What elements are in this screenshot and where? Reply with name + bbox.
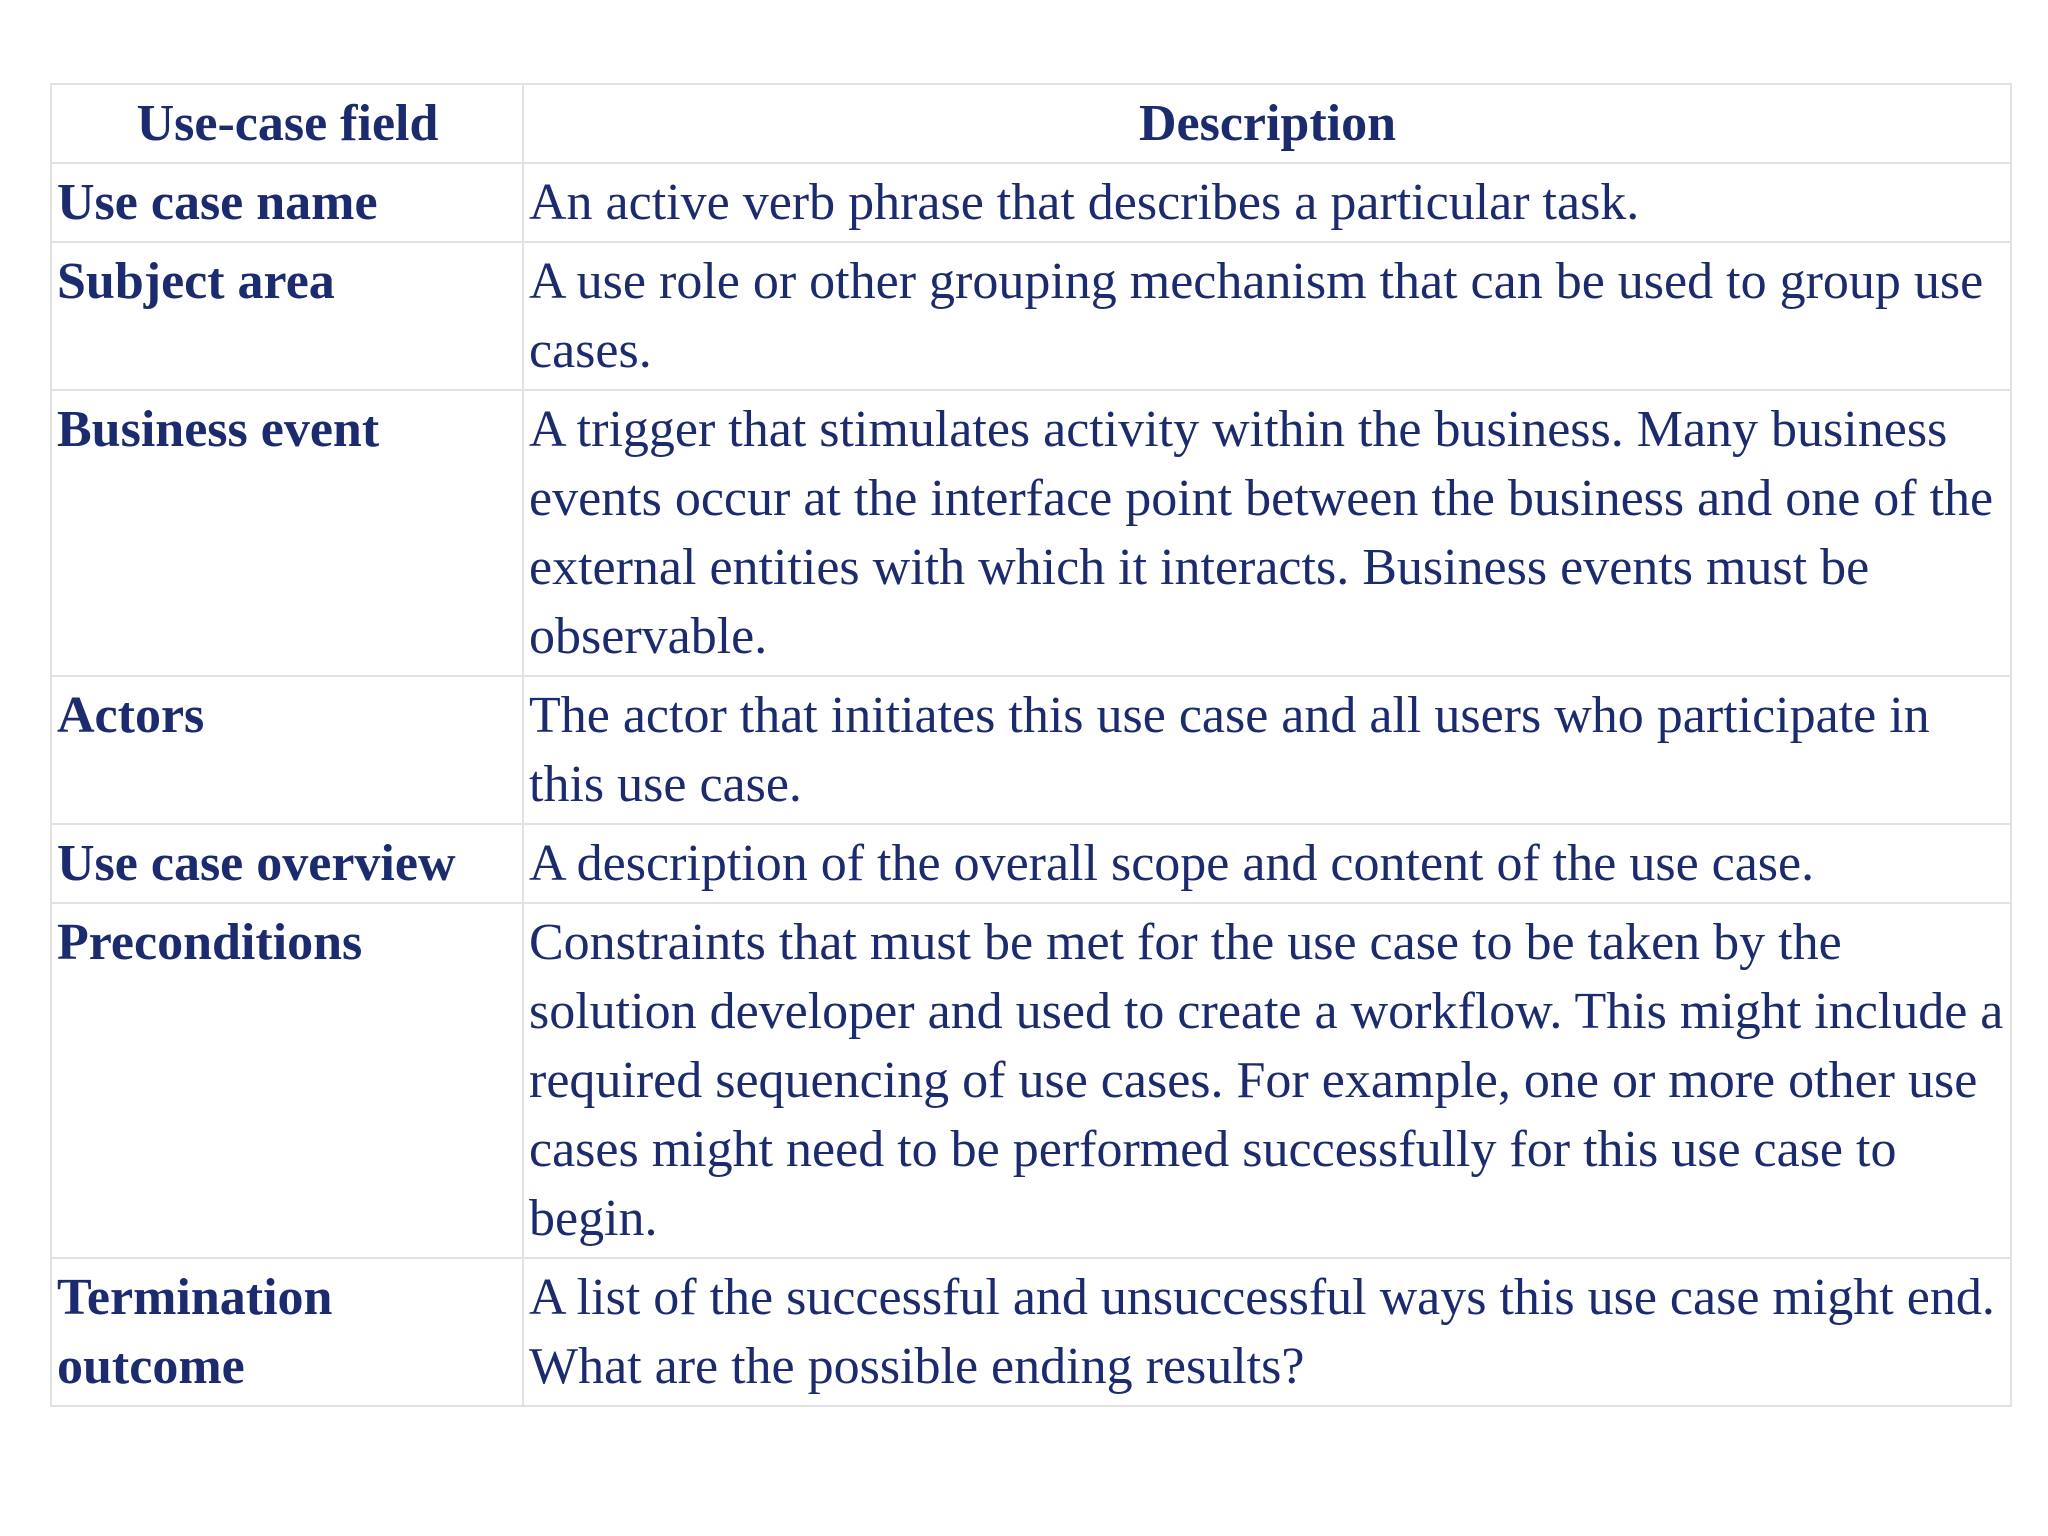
field-name-cell: Use case overview: [51, 824, 523, 903]
table-row: [51, 242, 2011, 390]
header-use-case-field: Use-case field: [51, 84, 523, 163]
description-cell: An active verb phrase that describes a particular task.: [523, 163, 2011, 242]
header-description: Description: [523, 84, 2011, 163]
description-cell: A use role or other grouping mechanism that can be used to group use cases.: [523, 242, 2011, 390]
use-case-fields-table: [50, 83, 2012, 1407]
description-cell: Constraints that must be met for the use case to be taken by the solution developer and used to create a workflow. This might include a required sequencing of use cases. For example, one or more other use cases might need to be performed successfully for this use case to begin.: [523, 903, 2011, 1258]
table-row: [51, 163, 2011, 242]
document-page: [50, 83, 2010, 1407]
field-name-cell: Subject area: [51, 242, 523, 390]
table-row: [51, 390, 2011, 676]
field-name-cell: Preconditions: [51, 903, 523, 1258]
description-cell: The actor that initiates this use case and all users who participate in this use case.: [523, 676, 2011, 824]
table-row: [51, 1258, 2011, 1406]
table-header-row: [51, 84, 2011, 163]
field-name-cell: Business event: [51, 390, 523, 676]
description-cell: A trigger that stimulates activity within the business. Many business events occur at the interface point between the business and one of the external entities with which it interacts. Business events must be observable.: [523, 390, 2011, 676]
description-cell: A description of the overall scope and content of the use case.: [523, 824, 2011, 903]
table-row: [51, 903, 2011, 1258]
field-name-cell: Actors: [51, 676, 523, 824]
table-row: [51, 676, 2011, 824]
field-name-cell: Termination outcome: [51, 1258, 523, 1406]
table-row: [51, 824, 2011, 903]
description-cell: A list of the successful and unsuccessful ways this use case might end. What are the possible ending results?: [523, 1258, 2011, 1406]
field-name-cell: Use case name: [51, 163, 523, 242]
